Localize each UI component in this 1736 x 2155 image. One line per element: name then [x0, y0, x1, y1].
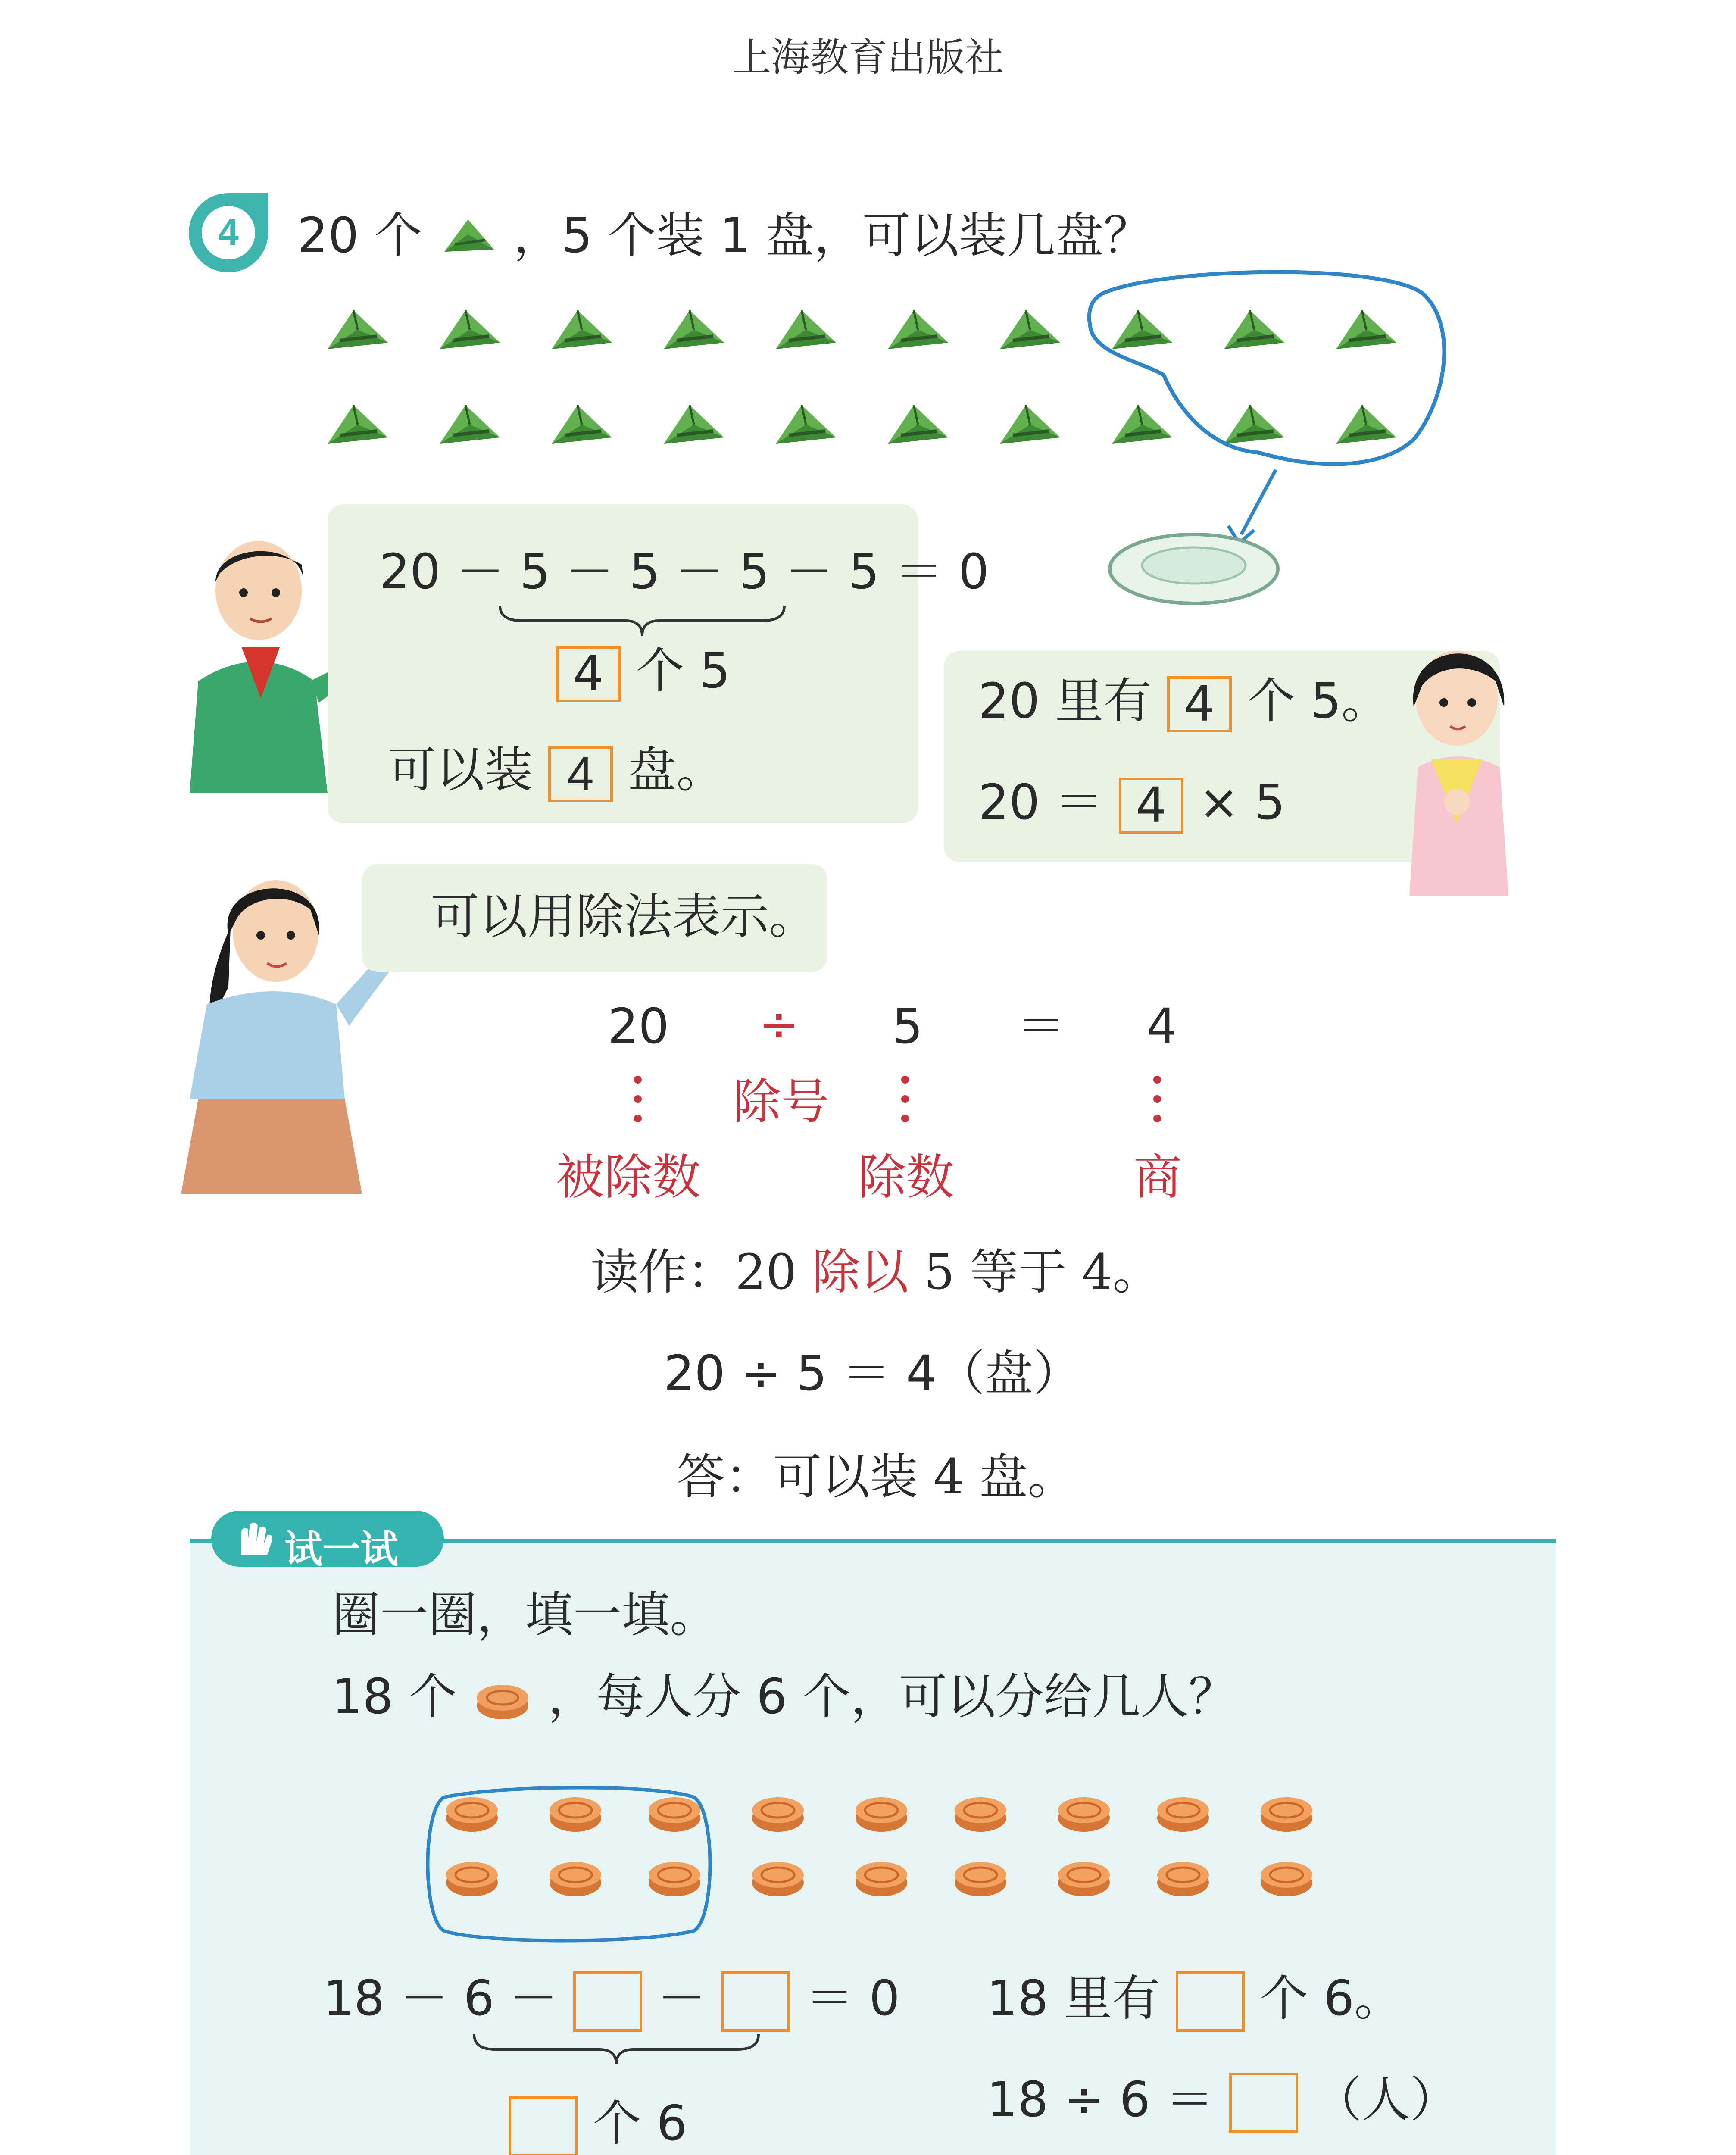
group-count-suffix: 个 5	[636, 643, 731, 699]
girl-line-1-prefix: 20 里有	[978, 673, 1152, 729]
dots-dividend	[629, 1073, 646, 1129]
try-question	[332, 1668, 1237, 1726]
boy-conclusion	[388, 741, 724, 802]
division-equation: 20 ÷ 5 ＝ 4（盘）	[664, 1346, 1082, 1402]
divisor: 5	[892, 999, 923, 1055]
answer-box-count: 4	[556, 646, 621, 702]
publisher-header: 上海教育出版社	[732, 35, 1004, 80]
plate-icon	[1103, 526, 1284, 621]
group-count	[556, 642, 730, 702]
underbrace	[496, 601, 789, 640]
try-right1-prefix: 18 里有	[987, 1971, 1161, 2027]
blank-box-divide[interactable]	[1229, 2073, 1298, 2133]
try-tag	[211, 1511, 444, 1571]
try-right1-suffix: 个 6。	[1260, 1971, 1403, 2027]
example-number: 4	[218, 212, 239, 253]
try-q-part1: 18 个	[332, 1669, 457, 1725]
answer-box-plates: 4	[548, 746, 613, 802]
try-q-part2: ，每人分 6 个，可以分给几人？	[548, 1669, 1237, 1725]
answer-box-multiply: 4	[1119, 778, 1183, 834]
eq-item-1: 5	[519, 544, 550, 600]
eq-item-4: － 5	[785, 544, 880, 600]
girl-illustration	[1379, 621, 1543, 896]
try-right2-suffix: （人）	[1313, 2072, 1458, 2128]
equals-sign: ＝	[1017, 999, 1065, 1055]
zongzi-icon	[438, 215, 498, 262]
girl-line-2-prefix: 20 ＝	[978, 775, 1104, 831]
eq-item-2: － 5	[565, 544, 660, 600]
question-part1: 20 个	[297, 208, 423, 264]
label-dividend: 被除数	[556, 1149, 701, 1206]
read-as-red: 除以	[812, 1244, 909, 1300]
label-quotient: 商	[1133, 1149, 1182, 1206]
try-count-suffix: 个 6	[593, 2096, 687, 2152]
read-as	[590, 1243, 1161, 1301]
example-answer: 答：可以装 4 盘。	[677, 1449, 1076, 1505]
try-group-count	[509, 2095, 687, 2155]
try-eq-tail: ＝ 0	[806, 1971, 900, 2027]
label-division-sign: 除号	[733, 1074, 829, 1130]
blank-box-contains[interactable]	[1176, 1971, 1245, 2032]
answer-box-contains: 4	[1167, 676, 1232, 732]
blank-box-count[interactable]	[509, 2096, 578, 2155]
example-question	[297, 207, 1152, 265]
girl-line-1-suffix: 个 5。	[1247, 673, 1390, 729]
dots-quotient	[1149, 1073, 1166, 1129]
girl-line-1	[978, 672, 1389, 732]
girl-line-2-suffix: × 5	[1199, 775, 1286, 831]
try-eq-mid: －	[657, 1971, 706, 2027]
eq-item-3: － 5	[675, 544, 770, 600]
try-instruction: 圈一圈，填一填。	[332, 1587, 718, 1643]
hand-icon	[233, 1520, 276, 1559]
conclusion-suffix: 盘。	[628, 742, 725, 798]
division-sign: ÷	[759, 996, 799, 1053]
teacher-bubble-text: 可以用除法表示。	[431, 889, 817, 945]
conclusion-prefix: 可以装	[388, 742, 533, 798]
read-as-prefix: 读作：20	[590, 1244, 797, 1300]
eq-lead: 20 －	[379, 544, 505, 600]
try-eq-lead: 18 － 6 －	[323, 1971, 558, 2027]
blank-box-2[interactable]	[721, 1971, 790, 2032]
try-right-line-1	[987, 1970, 1402, 2032]
label-divisor: 除数	[858, 1149, 954, 1206]
read-as-suffix: 5 等于 4。	[924, 1244, 1161, 1300]
mooncake-group-circle	[418, 1780, 720, 1944]
mooncake-icon	[472, 1676, 533, 1724]
eq-tail: ＝ 0	[895, 544, 989, 600]
try-tag-label: 试一试	[284, 1527, 399, 1571]
girl-line-2	[978, 774, 1285, 834]
question-part2: ，5 个装 1 盘，可以装几盘？	[513, 208, 1152, 264]
dividend: 20	[608, 999, 669, 1055]
try-right-line-2	[987, 2071, 1458, 2133]
example-number-badge	[185, 190, 272, 276]
try-right2-prefix: 18 ÷ 6 ＝	[987, 2072, 1214, 2128]
quotient: 4	[1146, 999, 1177, 1055]
blank-box-1[interactable]	[573, 1971, 642, 2032]
try-subtraction	[323, 1970, 900, 2032]
subtraction-equation	[379, 543, 989, 601]
try-underbrace	[470, 2030, 763, 2069]
dots-divisor	[896, 1073, 914, 1129]
